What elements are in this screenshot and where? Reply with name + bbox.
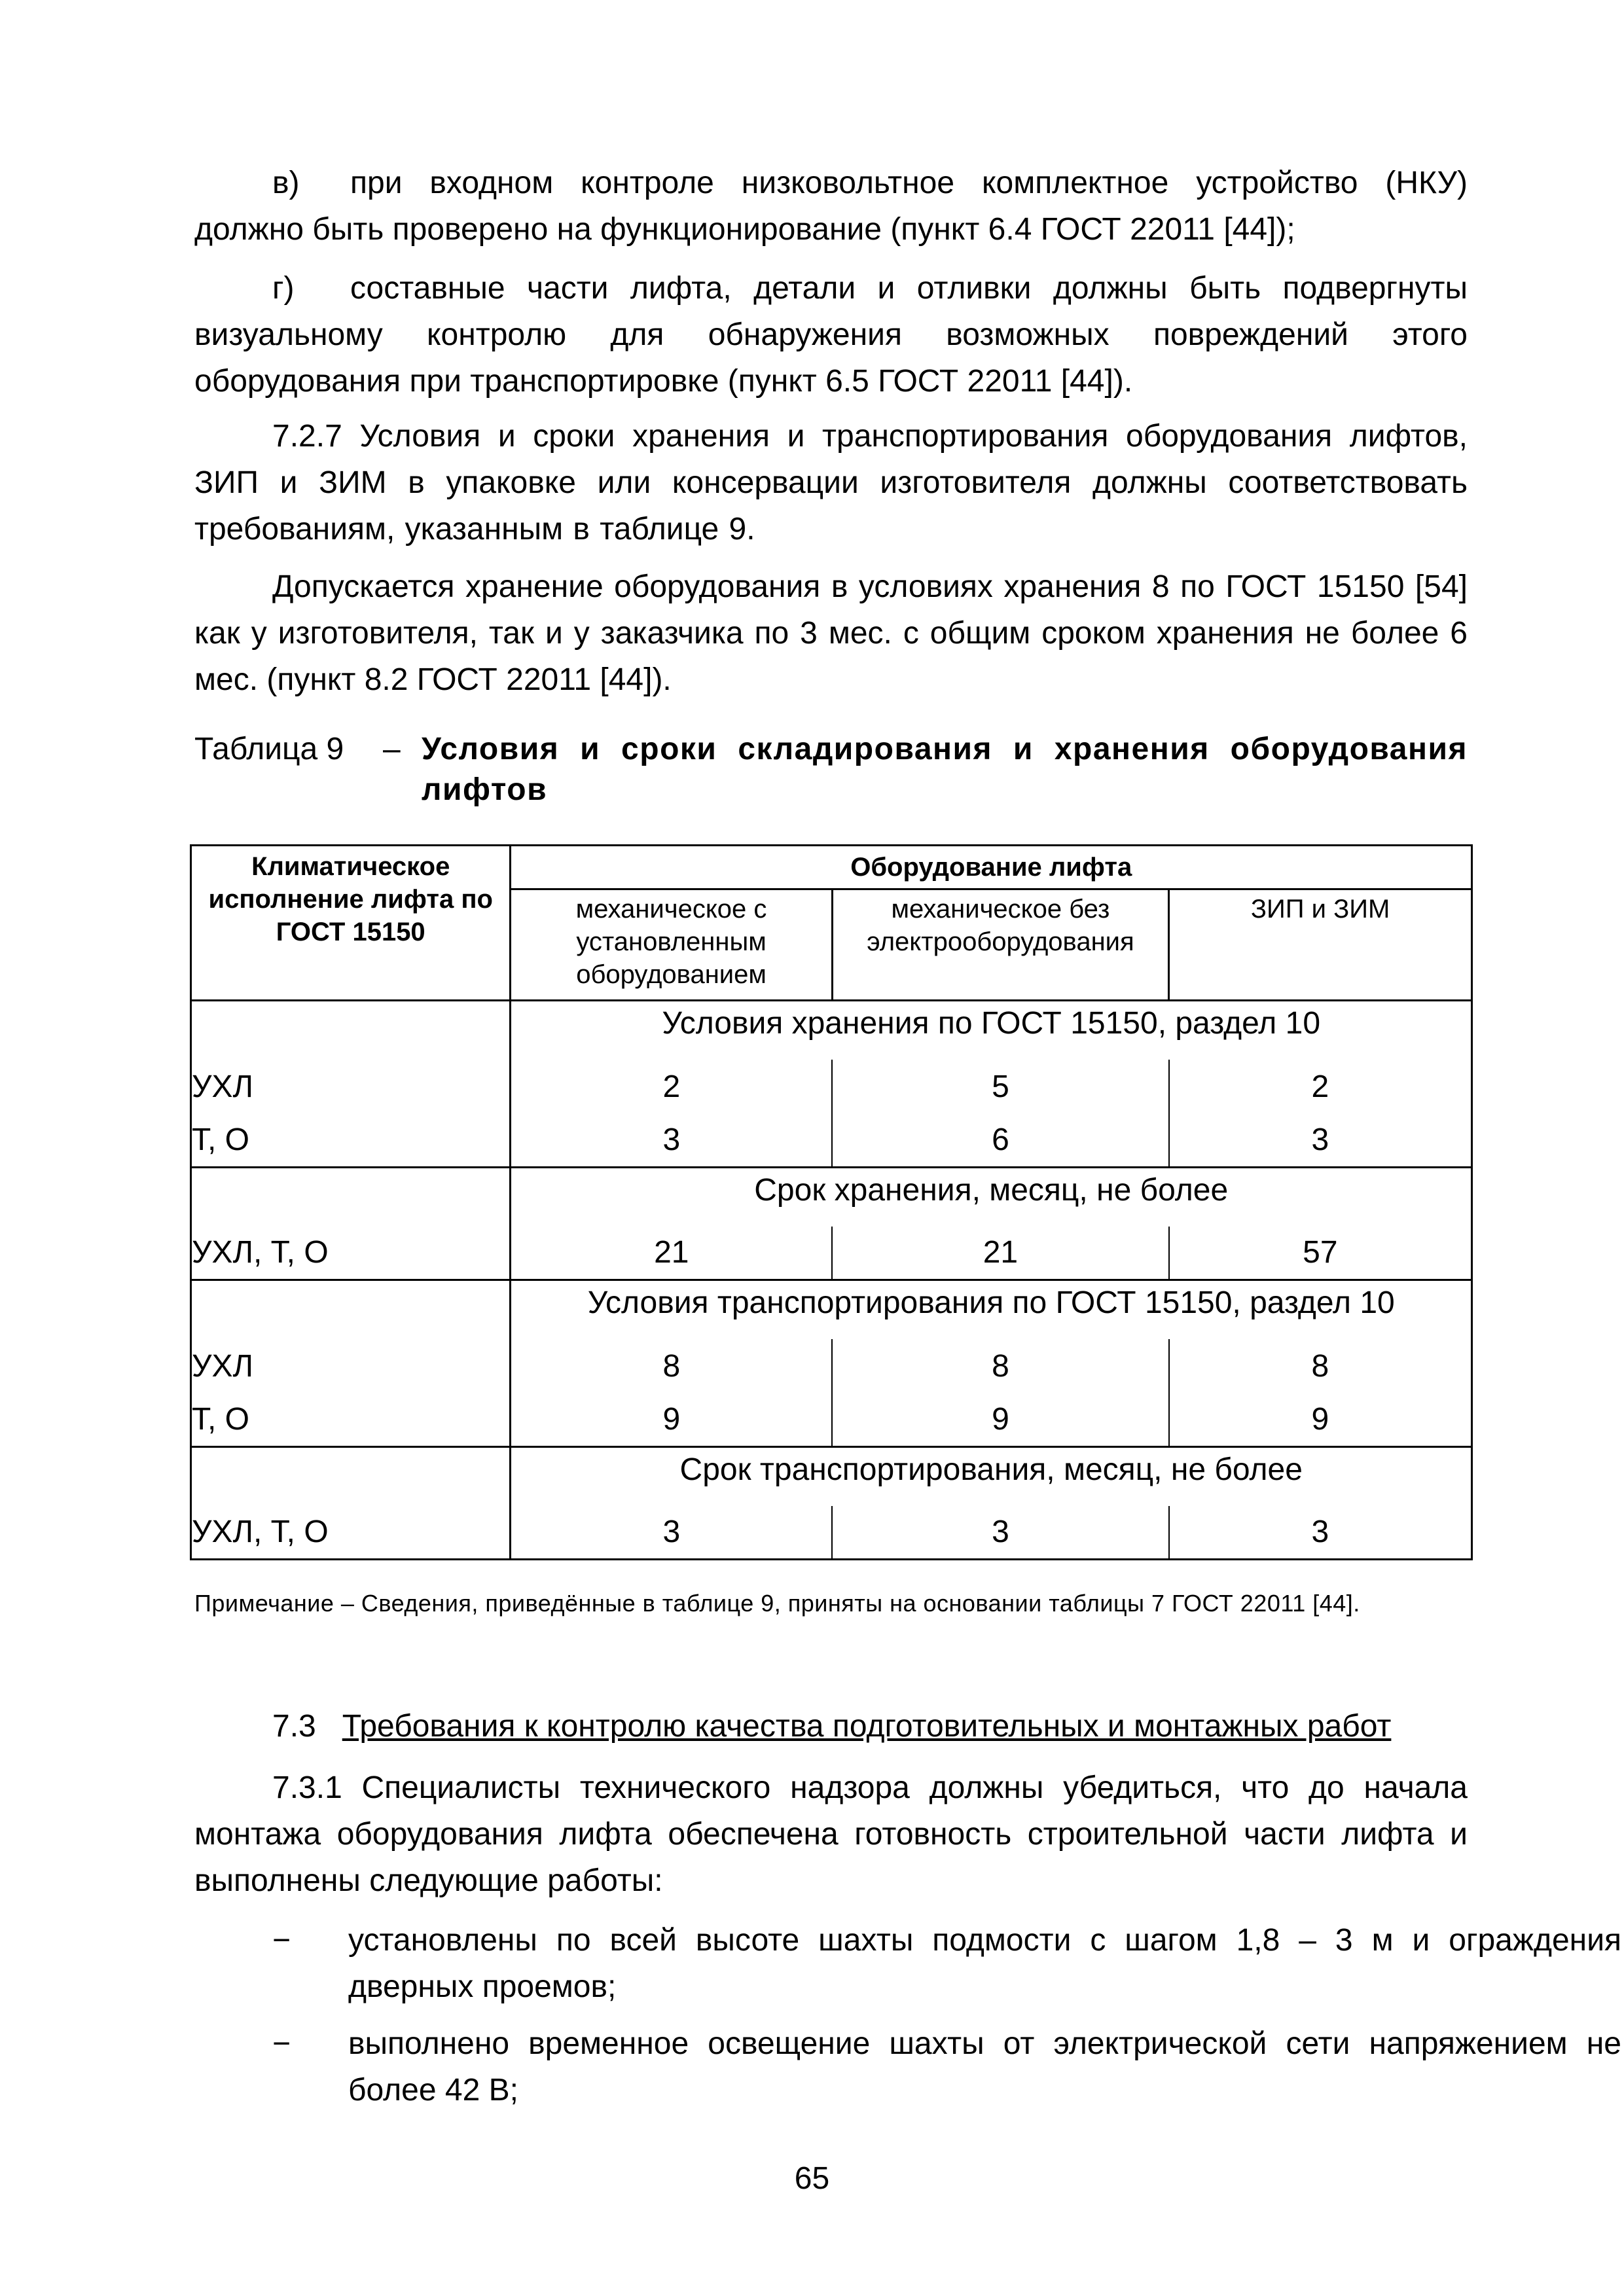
subheader-mechanical-installed: механическое с установленным оборудованием [511, 889, 832, 1001]
item-g [194, 265, 1468, 404]
table-row [191, 1506, 1472, 1560]
row-label: Т, О [191, 1393, 511, 1446]
table-note: Примечание – Сведения, приведённые в таблице 9, приняты на основании таблицы 7 ГОСТ 22011 [44]. [194, 1590, 1360, 1617]
section-title: Требования к контролю качества подготовительных и монтажных работ [342, 1709, 1392, 1744]
dash-bullet-icon: − [272, 1923, 291, 1958]
storage-table [190, 844, 1473, 1560]
cell-value: 3 [511, 1506, 832, 1560]
item-label: г) [272, 271, 295, 306]
group-label-empty [191, 1280, 511, 1340]
cell-value: 9 [511, 1393, 832, 1446]
group-label-empty [191, 1001, 511, 1060]
subheader-spares: ЗИП и ЗИМ [1169, 889, 1472, 1001]
table-row [191, 1113, 1472, 1167]
group-label-empty [191, 1167, 511, 1227]
row-label: УХЛ [191, 1339, 511, 1393]
row-label: УХЛ [191, 1060, 511, 1113]
group-title: Условия транспортирования по ГОСТ 15150, раздел 10 [511, 1280, 1472, 1340]
header-equipment: Оборудование лифта [511, 846, 1472, 889]
cell-value: 3 [511, 1113, 832, 1167]
bullet-text: установлены по всей высоте шахты подмости с шагом 1,8 – 3 м и ограждения дверных проемов; [348, 1923, 1621, 2004]
item-text: при входном контроле низковольтное комплектное устройство (НКУ) должно быть проверено на функционирование (пункт 6.4 ГОСТ 22011 [44]); [194, 166, 1468, 247]
row-label: УХЛ, Т, О [191, 1506, 511, 1560]
group-label-empty [191, 1446, 511, 1506]
table-row [191, 1393, 1472, 1446]
dash-bullet-icon: − [272, 2026, 291, 2061]
table-row [191, 1339, 1472, 1393]
bullet-item [194, 2020, 1621, 2113]
cell-value: 8 [1169, 1339, 1472, 1393]
item-text: составные части лифта, детали и отливки должны быть подвергнуты визуальному контролю для обнаружения возможных повреждений этого оборудования при транспортировке (пункт 6.5 ГОСТ 22011 [44]). [194, 271, 1468, 399]
bullet-item [194, 1917, 1621, 2010]
item-v [194, 160, 1468, 253]
cell-value: 5 [832, 1060, 1169, 1113]
group-title: Условия хранения по ГОСТ 15150, раздел 10 [511, 1001, 1472, 1060]
cell-value: 6 [832, 1113, 1169, 1167]
cell-value: 8 [662, 1348, 681, 1384]
bullet-text: выполнено временное освещение шахты от электрической сети напряжением не более 42 В; [348, 2026, 1621, 2108]
paragraph-allowed-storage: Допускается хранение оборудования в условиях хранения 8 по ГОСТ 15150 [54] как у изготовителя, так и у заказчика по 3 мес. с общим сроком хранения не более 6 мес. (пункт 8.2 ГОСТ 22011 [44]). [194, 569, 1468, 697]
table-number: Таблица 9 [194, 732, 344, 766]
cell-value: 21 [511, 1227, 832, 1280]
row-label: УХЛ, Т, О [191, 1227, 511, 1280]
section-number: 7.3 [272, 1709, 316, 1744]
paragraph-7-2-7: 7.2.7 Условия и сроки хранения и транспортирования оборудования лифтов, ЗИП и ЗИМ в упаковке или консервации изготовителя должны соответствовать требованиям, указанным в таблице 9. [194, 419, 1468, 547]
section-heading-7-3 [194, 1703, 1468, 1749]
row-label: Т, О [191, 1113, 511, 1167]
cell-value: 21 [832, 1227, 1169, 1280]
paragraph-7-3-1: 7.3.1 Специалисты технического надзора должны убедиться, что до начала монтажа оборудования лифта обеспечена готовность строительной части лифта и выполнены следующие работы: [194, 1770, 1468, 1898]
page-number: 65 [794, 2161, 830, 2196]
cell-value: 2 [1169, 1060, 1472, 1113]
group-title: Срок хранения, месяц, не более [511, 1167, 1472, 1227]
item-label: в) [272, 166, 300, 200]
subheader-mechanical-no-electric: механическое без электрооборудования [832, 889, 1169, 1001]
group-title: Срок транспортирования, месяц, не более [511, 1446, 1472, 1506]
header-climate: Климатическое исполнение лифта по ГОСТ 15150 [191, 846, 511, 1001]
cell-value: 2 [662, 1069, 681, 1104]
cell-value: 57 [1169, 1227, 1472, 1280]
table-caption [194, 729, 1468, 810]
cell-value: 9 [1169, 1393, 1472, 1446]
cell-value: 3 [832, 1506, 1169, 1560]
cell-value: 8 [832, 1339, 1169, 1393]
caption-dash: – [383, 732, 401, 766]
table-row [191, 1227, 1472, 1280]
cell-value: 3 [1169, 1506, 1472, 1560]
cell-value: 3 [1169, 1113, 1472, 1167]
table-body [191, 1001, 1472, 1560]
table-title: Условия и сроки складирования и хранения оборудования лифтов [422, 732, 1468, 807]
table-row [191, 1060, 1472, 1113]
cell-value: 9 [832, 1393, 1169, 1446]
